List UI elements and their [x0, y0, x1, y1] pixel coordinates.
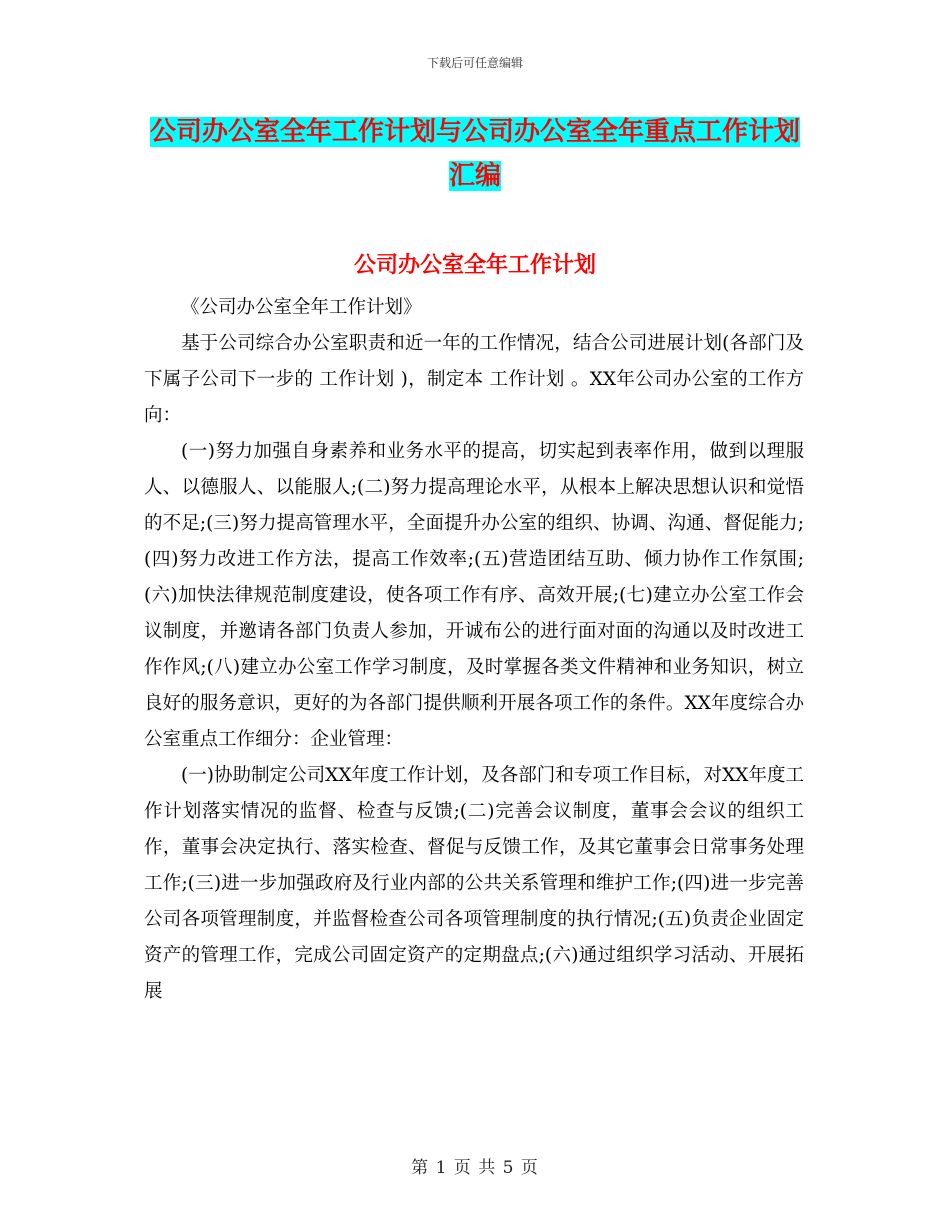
document-title: [140, 110, 810, 198]
document-body: [144, 290, 804, 1010]
header-note: 下载后可任意编辑: [426, 56, 523, 70]
paragraph: (一)协助制定公司XX年度工作计划，及各部门和专项工作目标，对XX年度工作计划落实情况的监督、检查与反馈;(二)完善会议制度，董事会会议的组织工作，董事会决定执行、落实检查、督促与反馈工作，及其它董事会日常事务处理工作;(三)进一步加强政府及行业内部的公共关系管理和维护工作;(四)进一步完善公司各项管理制度，并监督检查公司各项管理制度的执行情况;(五)负责企业固定资产的管理工作，完成公司固定资产的定期盘点;(六)通过组织学习活动、开展拓展: [144, 765, 804, 1002]
document-title-text: 公司办公室全年工作计划与公司办公室全年重点工作计划汇编: [149, 117, 800, 191]
paragraph: 《公司办公室全年工作计划》: [181, 297, 422, 318]
section-title: 公司办公室全年工作计划: [353, 253, 596, 278]
paragraph: 基于公司综合办公室职责和近一年的工作情况，结合公司进展计划(各部门及下属子公司下一步的 工作计划 )，制定本 工作计划 。XX年公司办公室的工作方向：: [144, 333, 804, 426]
page-footer: 第 1 页 共 5 页: [411, 1158, 539, 1178]
paragraph: (一)努力加强自身素养和业务水平的提高，切实起到表率作用，做到以理服人、以德服人、以能服人;(二)努力提高理论水平，从根本上解决思想认识和觉悟的不足;(三)努力提高管理水平，全面提升办公室的组织、协调、沟通、督促能力;(四)努力改进工作方法，提高工作效率;(五)营造团结互助、倾力协作工作氛围;(六)加快法律规范制度建设，使各项工作有序、高效开展;(七)建立办公室工作会议制度，并邀请各部门负责人参加，开诚布公的进行面对面的沟通以及时改进工作作风;(八)建立办公室工作学习制度，及时掌握各类文件精神和业务知识，树立良好的服务意识，更好的为各部门提供顺利开展各项工作的条件。XX年度综合办公室重点工作细分：企业管理：: [144, 441, 804, 750]
